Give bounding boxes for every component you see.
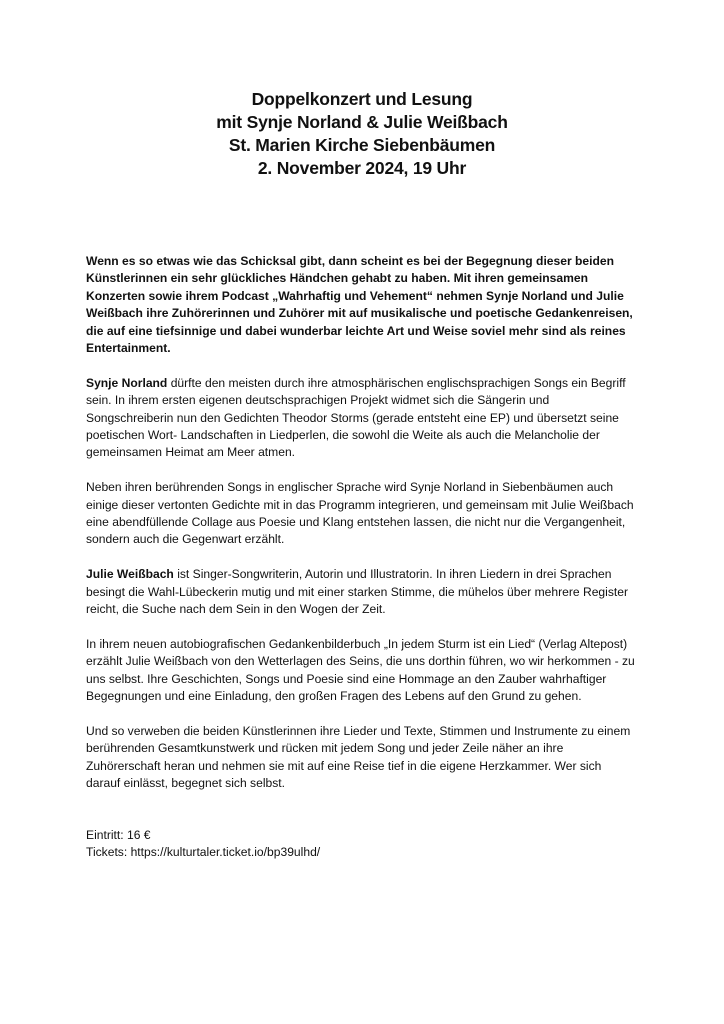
title-line-1: Doppelkonzert und Lesung: [251, 89, 473, 109]
julie-paragraph-text: ist Singer-Songwriterin, Autorin und Illustratorin. In ihren Liedern in drei Sprachen besingt die Wahl-Lübeckerin mutig und mit einer starken Stimme, die mühelos über mehrere Register reicht, die Suche nach dem Sein in den Wogen der Zeit.: [86, 567, 629, 617]
entry-price: Eintritt: 16 €: [86, 827, 151, 842]
document-body: [86, 253, 638, 793]
ticket-link[interactable]: Tickets: https://kulturtaler.ticket.io/bp39ulhd/: [86, 844, 321, 859]
intro-paragraph: Wenn es so etwas wie das Schicksal gibt, dann scheint es bei der Begegnung dieser beiden Künstlerinnen ein sehr glückliches Händchen gehabt zu haben. Mit ihren gemeinsamen Konzerten sowie ihrem Podcast „Wahrhaftig und Vehement“ nehmen Synje Norland und Julie Weißbach ihre Zuhörerinnen und Zuhörer mit auf musikalische und poetische Gedankenreisen, die auf eine tiefsinnige und dabei wunderbar leichte Art und Weise soviel mehr sind als reines Entertainment.: [86, 254, 633, 356]
synje-paragraph: [86, 375, 638, 462]
synje-paragraph-text: dürfte den meisten durch ihre atmosphärischen englischsprachigen Songs ein Begriff sein. In ihrem ersten eigenen deutschsprachigen Projekt widmet sich die Sängerin und Songschreiberin nun den Gedichten Theodor Storms (gerade entsteht eine EP) und übersetzt seine poetischen Wort- Landschaften in Liedperlen, die sowohl die Weite als auch die Melancholie der gemeinsamen Heimat am Meer atmen.: [86, 375, 626, 460]
title-line-4: 2. November 2024, 19 Uhr: [257, 158, 467, 178]
program-paragraph: Neben ihren berührenden Songs in englischer Sprache wird Synje Norland in Siebenbäumen auch einige dieser vertonten Gedichte mit in das Programm integrieren, und gemeinsam mit Julie Weißbach eine abendfüllende Collage aus Poesie und Klang entstehen lassen, die nicht nur die Vergangenheit, sondern auch die Gegenwart erzählt.: [86, 480, 634, 547]
event-title: [86, 88, 638, 180]
title-line-3: St. Marien Kirche Siebenbäumen: [228, 135, 496, 155]
book-paragraph: In ihrem neuen autobiografischen Gedankenbilderbuch „In jedem Sturm ist ein Lied“ (Verlag Altepost) erzählt Julie Weißbach von den Wetterlagen des Seins, die uns dorthin führen, wo wir herkommen - zu uns selbst. Ihre Geschichten, Songs und Poesie sind eine Hommage an den Zauber wahrhaftiger Begegnungen und eine Einladung, den großen Fragen des Lebens auf den Grund zu gehen.: [86, 636, 635, 704]
ticket-info: [86, 827, 638, 862]
title-line-2: mit Synje Norland & Julie Weißbach: [216, 112, 508, 132]
artist-name-synje: Synje Norland: [86, 375, 168, 390]
artist-name-julie: Julie Weißbach: [86, 567, 174, 582]
julie-paragraph: [86, 566, 638, 618]
closing-paragraph: Und so verweben die beiden Künstlerinnen ihre Lieder und Texte, Stimmen und Instrumente zu einem berührenden Gesamtkunstwerk und rücken mit jedem Song und jeder Zeile näher an ihre Zuhörerschaft heran und nehmen sie mit auf eine Reise tief in die eigene Herzkammer. Wer sich darauf einlässt, begegnet sich selbst.: [86, 723, 631, 791]
